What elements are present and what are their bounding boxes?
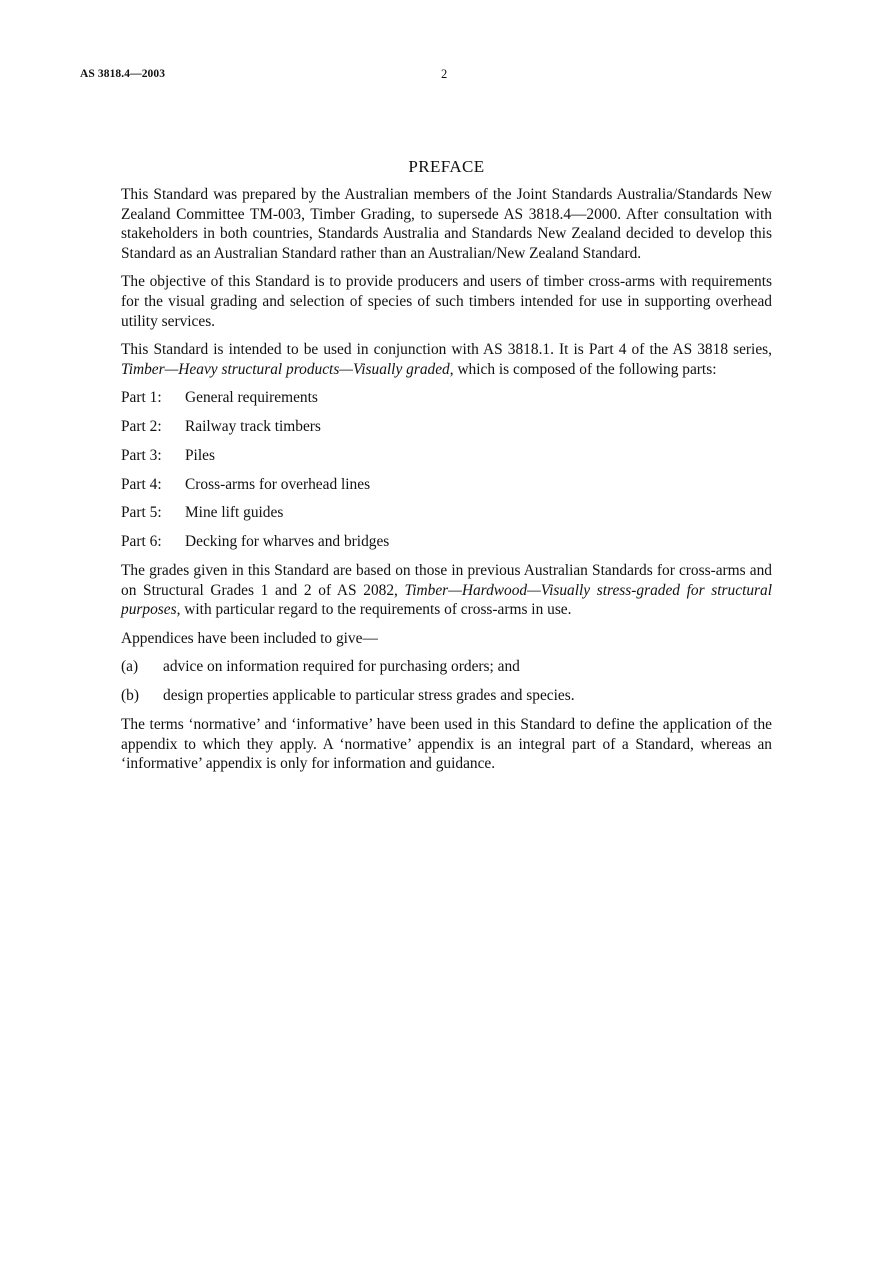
part-label: Part 6:	[121, 533, 162, 551]
parts-list	[121, 388, 772, 552]
paragraph-text: , which is composed of the following parts:	[449, 360, 717, 378]
page-number: 2	[441, 67, 448, 81]
part-title: Cross-arms for overhead lines	[185, 475, 371, 493]
series-title: Timber—Heavy structural products—Visually graded	[121, 360, 450, 378]
item-label: (a)	[121, 658, 139, 676]
list-item	[121, 475, 772, 495]
part-label: Part 2:	[121, 418, 162, 436]
item-label: (b)	[121, 687, 139, 705]
list-item	[121, 657, 772, 677]
list-item	[121, 388, 772, 408]
paragraph-text: The grades given in this Standard are based on those in previous Australian Standards for cross-arms and on Structural Grades 1 and 2 of AS 2082,	[121, 562, 772, 599]
preface-paragraph-3	[121, 340, 772, 379]
preface-paragraph-2: The objective of this Standard is to provide producers and users of timber cross-arms with requirements for the visual grading and selection of species of such timbers intended for use in supporting overhead utility services.	[121, 273, 772, 330]
preface-paragraph-4	[121, 561, 772, 620]
preface-paragraph-1: This Standard was prepared by the Australian members of the Joint Standards Australia/Standards New Zealand Committee TM-003, Timber Grading, to supersede AS 3818.4—2000. After consultation with stakeholders in both countries, Standards Australia and Standards New Zealand decided to develop this Standard as an Australian Standard rather than an Australian/New Zealand Standard.	[121, 186, 772, 262]
item-text: design properties applicable to particular stress grades and species.	[163, 687, 575, 705]
part-label: Part 1:	[121, 389, 162, 407]
preface-paragraph-5: Appendices have been included to give—	[121, 629, 378, 647]
part-title: Mine lift guides	[185, 504, 284, 522]
paragraph-text: This Standard is intended to be used in conjunction with AS 3818.1. It is Part 4 of the AS 3818 series,	[121, 341, 772, 359]
part-label: Part 3:	[121, 446, 162, 464]
preface-section	[121, 157, 772, 783]
list-item	[121, 532, 772, 552]
preface-paragraph-6: The terms ‘normative’ and ‘informative’ have been used in this Standard to define the application of the appendix to which they apply. A ‘normative’ appendix is an integral part of a Standard, whereas an ‘informative’ appendix is only for information and guidance.	[121, 715, 772, 773]
list-item	[121, 686, 772, 706]
part-title: Decking for wharves and bridges	[185, 533, 390, 551]
list-item	[121, 446, 772, 466]
part-title: General requirements	[185, 389, 318, 407]
list-item	[121, 503, 772, 523]
part-label: Part 5:	[121, 504, 162, 522]
appendix-list	[121, 657, 772, 705]
part-title: Piles	[185, 446, 215, 464]
part-title: Railway track timbers	[185, 418, 321, 436]
list-item	[121, 417, 772, 437]
item-text: advice on information required for purchasing orders; and	[163, 658, 520, 676]
paragraph-text: , with particular regard to the requirements of cross-arms in use.	[176, 601, 572, 619]
preface-title: PREFACE	[408, 157, 485, 176]
running-header-doc-id: AS 3818.4—2003	[80, 68, 166, 80]
part-label: Part 4:	[121, 475, 162, 493]
referenced-standard-title: Timber—Hardwood—Visually stress-graded for structural purposes	[121, 581, 772, 619]
